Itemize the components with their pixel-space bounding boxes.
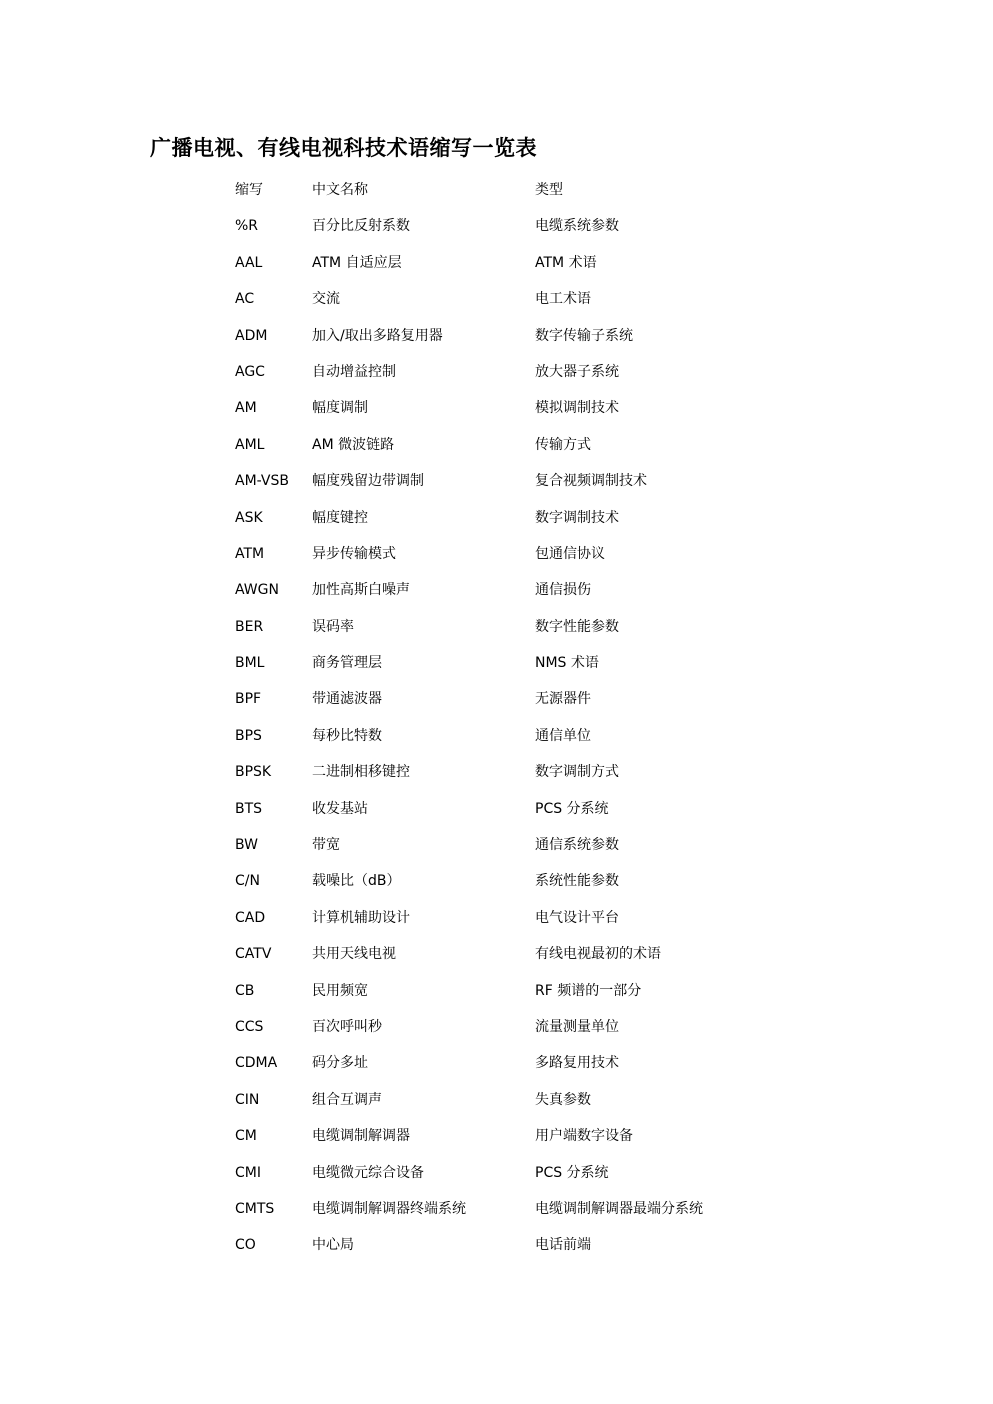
type-cell: 电缆系统参数: [535, 218, 619, 235]
type-cell: 数字调制方式: [535, 764, 619, 781]
name-cell: 带通滤波器: [312, 691, 382, 708]
table-row: [235, 208, 795, 244]
table-row: [235, 827, 795, 863]
type-cell: 数字性能参数: [535, 618, 619, 635]
name-cell: AM 微波链路: [312, 436, 395, 453]
type-cell: 电工术语: [535, 291, 591, 308]
page-title: 广播电视、有线电视科技术语缩写一览表: [150, 135, 537, 160]
type-cell: 数字调制技术: [535, 509, 619, 526]
type-cell: 流量测量单位: [535, 1018, 619, 1035]
type-cell: 通信损伤: [535, 582, 591, 599]
name-cell: 百分比反射系数: [312, 218, 410, 235]
abbr-cell: CO: [235, 1237, 256, 1254]
table-row: [235, 609, 795, 645]
name-cell: 载噪比（dB）: [312, 873, 401, 890]
name-cell: ATM 自适应层: [312, 254, 402, 271]
name-cell: 每秒比特数: [312, 727, 382, 744]
type-cell: 用户端数字设备: [535, 1128, 633, 1145]
column-header-name: 中文名称: [312, 182, 368, 198]
abbr-cell: ASK: [235, 509, 263, 526]
type-cell: 复合视频调制技术: [535, 473, 647, 490]
abbr-cell: C/N: [235, 873, 260, 890]
abbr-cell: BW: [235, 837, 258, 854]
abbr-cell: %R: [235, 218, 259, 235]
abbr-cell: AM: [235, 400, 257, 417]
abbr-cell: AWGN: [235, 582, 279, 599]
type-cell: RF 频谱的一部分: [535, 982, 642, 999]
abbr-cell: BER: [235, 618, 264, 635]
table-row: [235, 791, 795, 827]
name-cell: 误码率: [312, 618, 354, 635]
name-cell: 加性高斯白噪声: [312, 582, 410, 599]
type-cell: 放大器子系统: [535, 363, 619, 380]
abbr-cell: CB: [235, 982, 255, 999]
table-row: [235, 500, 795, 536]
name-cell: 电缆微元综合设备: [312, 1164, 424, 1181]
table-row: [235, 245, 795, 281]
table-body: [235, 208, 795, 1263]
table-row: [235, 1009, 795, 1045]
type-cell: PCS 分系统: [535, 800, 609, 817]
table-row: [235, 536, 795, 572]
type-cell: 电缆调制解调器最端分系统: [535, 1200, 703, 1217]
abbr-cell: AM-VSB: [235, 473, 289, 490]
table-row: [235, 1118, 795, 1154]
type-cell: 包通信协议: [535, 545, 605, 562]
table-row: [235, 1155, 795, 1191]
table-header-row: [235, 172, 795, 208]
table-row: [235, 718, 795, 754]
type-cell: 通信单位: [535, 727, 591, 744]
abbr-cell: AAL: [235, 254, 263, 271]
abbreviation-table: [235, 172, 795, 1264]
abbr-cell: CCS: [235, 1018, 264, 1035]
name-cell: 中心局: [312, 1237, 354, 1254]
name-cell: 幅度调制: [312, 400, 368, 417]
table-row: [235, 754, 795, 790]
name-cell: 组合互调声: [312, 1091, 382, 1108]
abbr-cell: AGC: [235, 363, 265, 380]
name-cell: 百次呼叫秒: [312, 1018, 382, 1035]
abbr-cell: AC: [235, 291, 255, 308]
abbr-cell: BPSK: [235, 764, 272, 781]
name-cell: 幅度残留边带调制: [312, 473, 424, 490]
name-cell: 电缆调制解调器: [312, 1128, 410, 1145]
abbr-cell: BPF: [235, 691, 262, 708]
abbr-cell: ATM: [235, 545, 265, 562]
abbr-cell: AML: [235, 436, 265, 453]
type-cell: 系统性能参数: [535, 873, 619, 890]
abbr-cell: BPS: [235, 727, 262, 744]
type-cell: NMS 术语: [535, 655, 599, 672]
column-header-type: 类型: [535, 182, 563, 198]
table-row: [235, 354, 795, 390]
table-row: [235, 1045, 795, 1081]
type-cell: 失真参数: [535, 1091, 591, 1108]
table-row: [235, 936, 795, 972]
column-header-abbr: 缩写: [235, 182, 263, 198]
name-cell: 收发基站: [312, 800, 368, 817]
type-cell: PCS 分系统: [535, 1164, 609, 1181]
table-row: [235, 863, 795, 899]
type-cell: 有线电视最初的术语: [535, 946, 661, 963]
abbr-cell: CM: [235, 1128, 257, 1145]
abbr-cell: CATV: [235, 946, 272, 963]
name-cell: 二进制相移键控: [312, 764, 410, 781]
name-cell: 加入/取出多路复用器: [312, 327, 443, 344]
name-cell: 计算机辅助设计: [312, 909, 410, 926]
abbr-cell: BTS: [235, 800, 263, 817]
type-cell: 数字传输子系统: [535, 327, 633, 344]
type-cell: 无源器件: [535, 691, 591, 708]
type-cell: 传输方式: [535, 436, 591, 453]
table-row: [235, 427, 795, 463]
table-row: [235, 681, 795, 717]
name-cell: 交流: [312, 291, 340, 308]
name-cell: 民用频宽: [312, 982, 368, 999]
type-cell: 电话前端: [535, 1237, 591, 1254]
name-cell: 码分多址: [312, 1055, 368, 1072]
table-row: [235, 572, 795, 608]
type-cell: 通信系统参数: [535, 837, 619, 854]
name-cell: 电缆调制解调器终端系统: [312, 1200, 466, 1217]
table-row: [235, 645, 795, 681]
table-row: [235, 390, 795, 426]
name-cell: 带宽: [312, 837, 340, 854]
abbr-cell: CAD: [235, 909, 266, 926]
name-cell: 自动增益控制: [312, 363, 396, 380]
abbr-cell: CDMA: [235, 1055, 278, 1072]
type-cell: ATM 术语: [535, 254, 597, 271]
table-row: [235, 463, 795, 499]
table-row: [235, 1082, 795, 1118]
abbr-cell: CIN: [235, 1091, 260, 1108]
abbr-cell: CMI: [235, 1164, 261, 1181]
name-cell: 幅度键控: [312, 509, 368, 526]
name-cell: 共用天线电视: [312, 946, 396, 963]
table-row: [235, 318, 795, 354]
abbr-cell: BML: [235, 655, 265, 672]
type-cell: 多路复用技术: [535, 1055, 619, 1072]
abbr-cell: ADM: [235, 327, 268, 344]
name-cell: 异步传输模式: [312, 545, 396, 562]
table-row: [235, 900, 795, 936]
abbr-cell: CMTS: [235, 1200, 275, 1217]
table-row: [235, 1227, 795, 1263]
table-row: [235, 1191, 795, 1227]
table-row: [235, 973, 795, 1009]
table-row: [235, 281, 795, 317]
name-cell: 商务管理层: [312, 655, 382, 672]
type-cell: 电气设计平台: [535, 909, 619, 926]
type-cell: 模拟调制技术: [535, 400, 619, 417]
